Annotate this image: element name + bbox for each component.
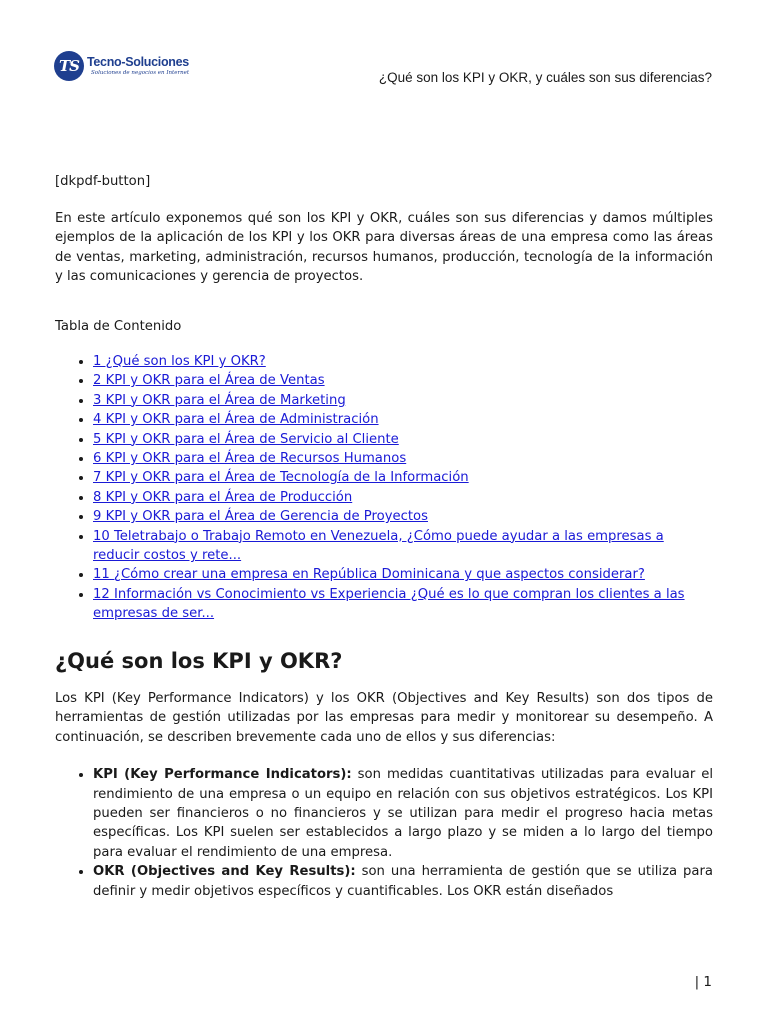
toc-link-4[interactable]: 4 KPI y OKR para el Área de Administración	[93, 412, 379, 428]
logo-text	[87, 56, 189, 76]
definition-item-kpi	[93, 765, 713, 862]
toc-item	[93, 410, 713, 429]
table-of-contents	[55, 352, 713, 624]
toc-link-7[interactable]: 7 KPI y OKR para el Área de Tecnología de la Información	[93, 470, 469, 486]
pdf-button-shortcode: [dkpdf-button]	[55, 174, 151, 189]
toc-link-8[interactable]: 8 KPI y OKR para el Área de Producción	[93, 489, 353, 505]
toc-item	[93, 585, 713, 624]
logo-mark: TS	[54, 51, 84, 81]
definition-term: KPI (Key Performance Indicators):	[93, 767, 352, 783]
toc-link-6[interactable]: 6 KPI y OKR para el Área de Recursos Humanos	[93, 451, 407, 467]
toc-item	[93, 527, 713, 566]
toc-title: Tabla de Contenido	[55, 318, 182, 334]
toc-item	[93, 352, 713, 371]
article-body	[55, 172, 713, 901]
toc-item	[93, 449, 713, 468]
toc-link-10[interactable]: 10 Teletrabajo o Trabajo Remoto en Venezuela, ¿Cómo puede ayudar a las empresas a reducir costos y rete...	[93, 528, 664, 564]
intro-paragraph: En este artículo exponemos qué son los KPI y OKR, cuáles son sus diferencias y damos múltiples ejemplos de la aplicación de los KPI y los OKR para diversas áreas de una empresa como las áreas de ventas, marketing, administración, recursos humanos, producción, tecnología de la información y las comunicaciones y gerencia de proyectos.	[55, 210, 713, 284]
page-number: | 1	[694, 974, 712, 990]
definition-item-okr	[93, 862, 713, 901]
definition-term: OKR (Objectives and Key Results):	[93, 864, 356, 880]
toc-item	[93, 391, 713, 410]
toc-link-9[interactable]: 9 KPI y OKR para el Área de Gerencia de Proyectos	[93, 509, 428, 525]
toc-link-1[interactable]: 1 ¿Qué son los KPI y OKR?	[93, 354, 266, 369]
logo-tagline: Soluciones de negocios en Internet	[91, 69, 190, 76]
toc-item	[93, 430, 713, 449]
toc-link-12[interactable]: 12 Información vs Conocimiento vs Experiencia ¿Qué es lo que compran los clientes a las empresas de ser...	[93, 586, 685, 622]
toc-item	[93, 371, 713, 390]
section-heading: ¿Qué son los KPI y OKR?	[55, 648, 343, 673]
toc-item	[93, 565, 713, 584]
company-logo	[54, 51, 189, 81]
toc-link-3[interactable]: 3 KPI y OKR para el Área de Marketing	[93, 392, 346, 408]
section-intro-paragraph: Los KPI (Key Performance Indicators) y los OKR (Objectives and Key Results) son dos tipos de herramientas de gestión utilizadas por las empresas para medir y monitorear su desempeño. A continuación, se describen brevemente cada uno de ellos y sus diferencias:	[55, 690, 713, 745]
toc-link-11[interactable]: 11 ¿Cómo crear una empresa en República Dominicana y que aspectos considerar?	[93, 567, 645, 583]
definition-text: son una herramienta de gestión que se utiliza para definir y medir objetivos específicos y cuantificables. Los OKR están diseñados	[93, 864, 713, 899]
definition-text: son medidas cuantitativas utilizadas para evaluar el rendimiento de una empresa o un equipo en relación con sus objetivos estratégicos. Los KPI pueden ser financieros o no financieros y se utilizan para medir el progreso hacia metas específicas. Los KPI suelen ser establecidos a largo plazo y se miden a lo largo del tiempo para evaluar el rendimiento de una empresa.	[93, 767, 713, 860]
toc-item	[93, 468, 713, 487]
logo-name: Tecno-Soluciones	[87, 55, 189, 69]
toc-item	[93, 488, 713, 507]
definitions-list	[55, 765, 713, 901]
toc-item	[93, 507, 713, 526]
toc-link-2[interactable]: 2 KPI y OKR para el Área de Ventas	[93, 373, 325, 389]
toc-link-5[interactable]: 5 KPI y OKR para el Área de Servicio al Cliente	[93, 431, 399, 447]
running-header-title: ¿Qué son los KPI y OKR, y cuáles son sus diferencias?	[378, 70, 712, 85]
